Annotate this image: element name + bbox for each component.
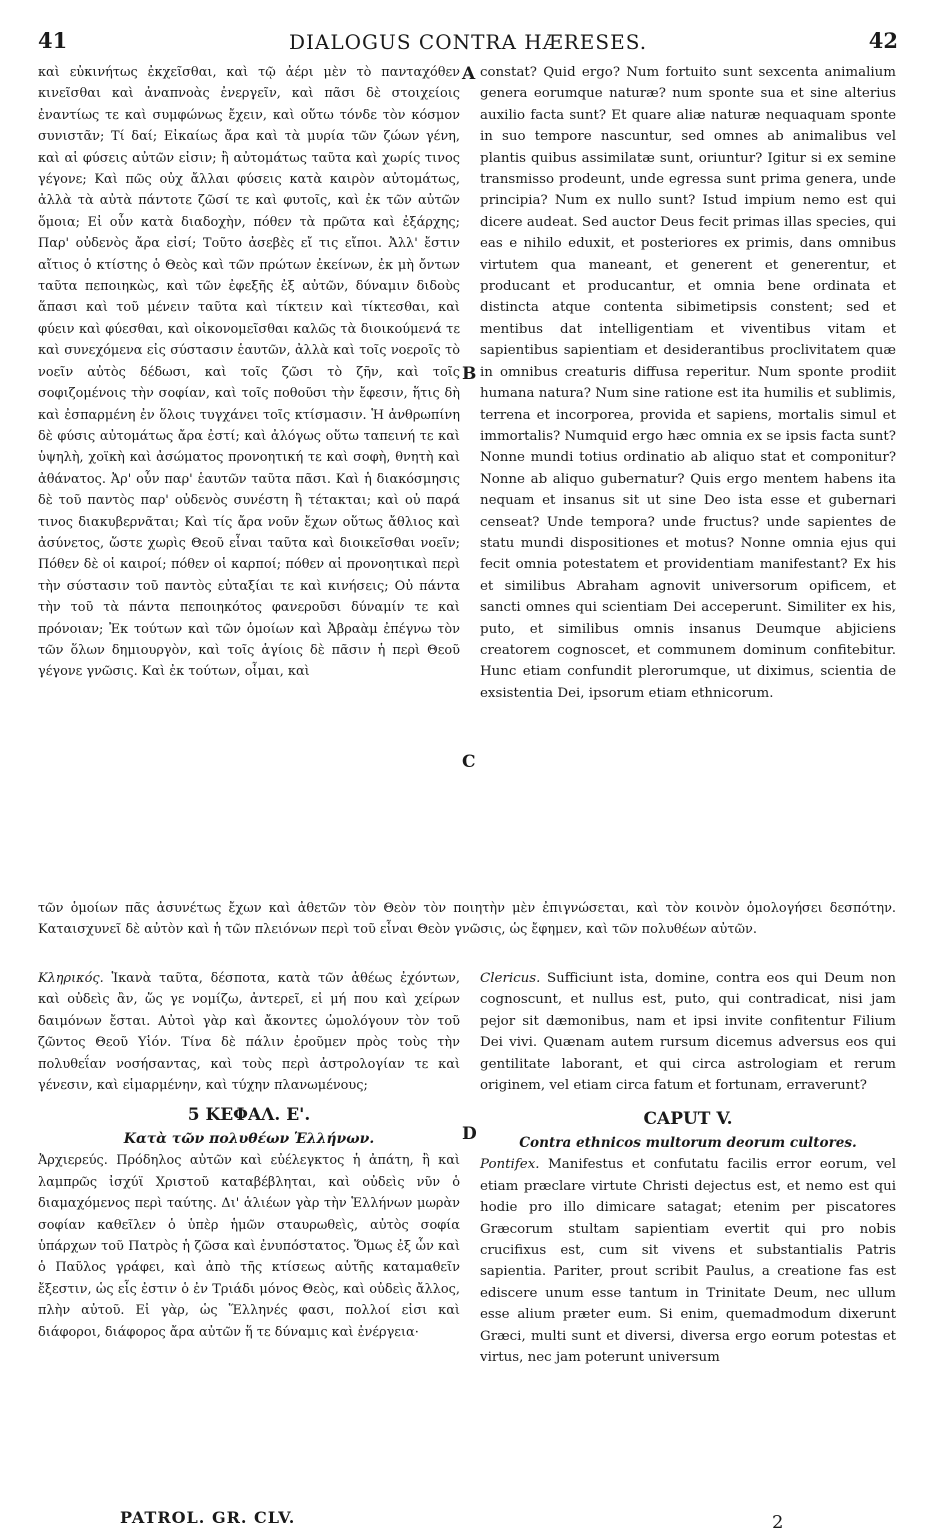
running-header: [30, 28, 906, 56]
greek-pontiff-text: Πρόδηλος αὐτῶν καὶ εὐέλεγκτος ἡ ἀπάτη, ἢ καὶ λαμπρῶς ἰσχύϊ Χριστοῦ καταβέβληται, καὶ οὐδεὶς νῦν ὁ διαμαχόμενος περὶ ταύτης. Δι' ἁλιέων γὰρ τὴν Ἑλλήνων μωρὰν σοφίαν καθεῖλεν ὁ ὑπὲρ ἡμῶν σταυρωθεὶς, αὐτὸς σοφία ὑπάρχων τοῦ Πατρὸς ἡ ζῶσα καὶ ἐνυπόστατος. Ὅμως ἐξ ὧν καὶ ὁ Παῦλος γράφει, καὶ ἀπὸ τῆς κτίσεως αὐτῆς καταμαθεῖν ἔξεστιν, ὡς εἷς ἐστιν ὁ ἐν Τριάδι μόνος Θεὸς, καὶ οὐδεὶς ἄλλος, πλὴν αὐτοῦ. Εἰ γὰρ, ὡς Ἕλληνές φασι, πολλοί εἰσι καὶ διάφοροι, διάφορος ἄρα αὐτῶν ἥ τε δύναμις καὶ ἐνέργεια·: [38, 1153, 460, 1340]
running-title: DIALOGUS CONTRA HÆRESES.: [288, 30, 648, 54]
signature-mark: 2: [772, 1512, 784, 1533]
page-number-right: 42: [868, 28, 898, 53]
greek-pontiff-paragraph: [38, 1150, 460, 1343]
greek-column-top: [38, 62, 460, 683]
greek-fullwidth-text: τῶν ὁμοίων πᾶς ἀσυνέτως ἔχων καὶ ἀθετῶν τὸν Θεὸν τὸν ποιητὴν μὲν ἐπιγνώσεται, καὶ τὸν κοινὸν ὁμολογήσει δεσπότην. Καταισχυνεῖ δὲ αὐτὸν καὶ ἡ τῶν πλειόνων περὶ τοῦ εἶναι Θεὸν γνῶσις, ὡς ἔφημεν, καὶ τῶν πολυθέων αὐτῶν.: [38, 901, 896, 938]
greek-cleric-speaker: Κληρικός.: [38, 971, 104, 986]
greek-pontiff-speaker: Ἀρχιερεύς.: [38, 1153, 108, 1169]
latin-pontiff-paragraph: [480, 1154, 896, 1368]
greek-chapter-heading: 5 ΚΕΦΑΛ. Ε'.: [187, 1105, 311, 1126]
margin-letter-d: D: [462, 1124, 477, 1144]
greek-chapter-title: Κατὰ τῶν πολυθέων Ἑλλήνων.: [123, 1131, 375, 1148]
latin-cleric-paragraph: [480, 968, 896, 1096]
latin-column-bottom: [480, 968, 896, 1369]
greek-column-bottom: [38, 968, 460, 1343]
greek-paragraph-top: καὶ εὐκινήτως ἐκχεῖσθαι, καὶ τῷ ἀέρι μὲν τὸ πανταχόθεν κινεῖσθαι καὶ ἀναπνοὰς ἐνεργεῖν, καὶ πᾶσι δὲ στοιχείοις ἐναντίως τε καὶ συμφώνως ἔχειν, καὶ οὕτω τόνδε τὸν κόσμον συνιστᾶν; Τί δαί; Εἰκαίως ἄρα καὶ τὰ μυρία τῶν ζώων γένη, καὶ αἱ φύσεις αὐτῶν εἰσιν; ἢ αὐτομάτως ταῦτα καὶ χωρίς τινος γέγονε; Καὶ πῶς οὐχ ἄλλαι φύσεις κατὰ καιρὸν αὐτομάτως, ἀλλὰ τὰ αὐτὰ πάντοτε ζῶσί τε καὶ φυτοῖς, καὶ ἐκ τῶν αὐτῶν ὅμοια; Εἰ οὖν κατὰ διαδοχὴν, πόθεν τὰ πρῶτα καὶ ἐξάρχης; Παρ' οὐδενὸς ἄρα εἰσί; Τοῦτο ἀσεβὲς εἴ τις εἴποι. Ἀλλ' ἔστιν αἴτιος ὁ κτίστης ὁ Θεὸς καὶ τῶν πρώτων ἐκείνων, ἐκ μὴ ὄντων ταῦτα πεποιηκὼς, καὶ τῶν ἐφεξῆς ἐξ αὐτῶν, δύναμιν διδοὺς ἅπασι καὶ τοῦ μένειν ταῦτα καὶ τίκτειν καὶ τίκτεσθαι, καὶ φύειν καὶ φύεσθαι, καὶ οἰκονομεῖσθαι καλῶς τὰ διοικούμενά τε καὶ συνεχόμενα εἰς σύστασιν ἑαυτῶν, ἀλλὰ καὶ τοῖς νοεροῖς τὸ νοεῖν αὐτὸς δέδωσι, καὶ τοῖς ζῶσι τὸ ζῆν, καὶ τοῖς σοφιζομένοις τὴν σοφίαν, καὶ τοῖς ποθοῦσι τὴν ἔφεσιν, ἥτις δὴ καὶ ἐσπαρμένη ἐν ὅλοις τυγχάνει τοῖς κτίσμασιν. Ἡ ἀνθρωπίνη δὲ φύσις αὐτομάτως ἄρα ἐστί; καὶ ἀλόγως οὕτω ταπεινή τε καὶ ὑψηλὴ, χοϊκὴ καὶ ἀσώματος προνοητική τε καὶ σοφὴ, θνητὴ καὶ ἀθάνατος. Ἀρ' οὖν παρ' ἑαυτῶν ταῦτα πᾶσι. Καὶ ἡ διακόσμησις δὲ τοῦ παντὸς παρ' οὐδενὸς συνέστη ἢ τέτακται; καὶ οὐ παρά τινος διακυβερνᾶται; Καὶ τίς ἄρα νοῦν ἔχων οὕτως ἄθλιος καὶ ἀσύνετος, ὥστε χωρὶς Θεοῦ εἶναι ταῦτα καὶ διοικεῖσθαι νοεῖν; Πόθεν δὲ οἱ καιροί; πόθεν οἱ καρποί; πόθεν αἱ προνοητικαὶ περὶ τὴν σύστασιν τοῦ παντὸς εὐταξίαι τε καὶ κινήσεις; Οὐ πάντα τὴν τοῦ τὰ πάντα πεποιηκότος φανεροῦσι δύναμίν τε καὶ πρόνοιαν; Ἐκ τούτων καὶ τῶν ὁμοίων καὶ Ἀβραὰμ ἐπέγνω τὸν τῶν ὅλων δημιουργὸν, καὶ τοῖς ἁγίοις δὲ πᾶσιν ἡ περὶ Θεοῦ γέγονε γνῶσις. Καὶ ἐκ τούτων, οἶμαι, καὶ: [38, 65, 460, 680]
latin-pontiff-text: Manifestus et confutatu facilis error eorum, vel etiam præclare virtute Christi dejectus est, et nemo est qui hodie pro illo dimicare satagat; etenim per piscatores Græcorum stultam sapientiam evertit qui pro nobis crucifixus est, cum sit vivens et substantialis Patris sapientia. Pariter, prout scribit Paulus, a creatione fas est ediscere unum esse tantum in Trinitate Deum, nec ullum esse alium præter eum. Si enim, quemadmodum dixerunt Græci, multi sunt et diversi, diversa ergo eorum potestas et virtus, nec jam poterunt universum: [480, 1157, 896, 1366]
latin-column-top: [480, 62, 896, 704]
greek-cleric-text: Ἱκανὰ ταῦτα, δέσποτα, κατὰ τῶν ἀθέως ἐχόντων, καὶ οὐδεὶς ἂν, ὥς γε νομίζω, ἀντερεῖ, εἰ μή που καὶ χείρων δαιμόνων ἔσται. Αὐτοὶ γὰρ καὶ ἄκοντες ὡμολόγουν τὸν τοῦ ζῶντος Θεοῦ Υἱόν. Τίνα δὲ πάλιν ἐροῦμεν πρὸς τοὺς τὴν πολυθεΐαν νοσήσαντας, καὶ τοὺς περὶ ἀστρολογίαν τε καὶ γένεσιν, καὶ εἱμαρμένην, καὶ τύχην πλανωμένους;: [38, 971, 460, 1094]
latin-cleric-text: Sufficiunt ista, domine, contra eos qui Deum non cognoscunt, et nullus est, puto, qui contradicat, nisi jam pejor sit dæmonibus, nam et ipsi invite confitentur Filium Dei vivi. Quænam autem rursum dicemus adversus eos qui gentilitate laborant, et qui circa astrologiam et rerum originem, vel etiam circa fatum et fortunam, erraverunt?: [480, 971, 896, 1094]
page-number-left: 41: [38, 28, 68, 53]
margin-letter-c: C: [462, 752, 476, 772]
latin-pontiff-speaker: Pontifex.: [480, 1157, 540, 1173]
footer-source: PATROL. GR. CLV.: [120, 1508, 296, 1527]
latin-chapter-title: Contra ethnicos multorum deorum cultores.: [519, 1135, 857, 1152]
greek-cleric-paragraph: [38, 968, 460, 1096]
latin-cleric-speaker: Clericus.: [480, 971, 541, 986]
latin-chapter-heading: CAPUT V.: [643, 1109, 733, 1130]
latin-paragraph-top: constat? Quid ergo? Num fortuito sunt sexcenta animalium genera eorumque naturæ? num sponte sua et sine alterius auxilio facta sunt? Et quare aliæ naturæ nequaquam sponte in suo tempore nascuntur, sed omnes ab animalibus vel plantis quibus assimilatæ sunt, oriuntur? Igitur si ex semine transmisso prodeunt, unde egressa sunt prima genera, unde principia? Num ex nullo sunt? Istud impium nemo est qui dicere audeat. Sed auctor Deus fecit primas illas species, qui eas e nihilo eduxit, et posteriores ex primis, dans omnibus virtutem qua maneant, et generent et generentur, et producant et producantur, et omnia bene ordinata et distincta atque contenta sibimetipsis constent; sed et mentibus dat intelligentiam et viventibus vitam et sapientibus sapientiam et desiderantibus proclivitatem quæ in omnibus creaturis diffusa reperitur. Num sponte prodiit humana natura? Num sine ratione est ita humilis et sublimis, terrena et incorporea, provida et sapiens, mortalis simul et immortalis? Numquid ergo hæc omnia ex se ipsis facta sunt? Nonne mundi totius ordinatio ab aliquo stat et componitur? Nonne ab aliquo gubernatur? Quis ergo mentem habens ita nequam et insanus sit ut sine Deo ista esse et gubernari censeat? Unde tempora? unde fructus? unde sapientes de statu mundi dispositiones et motus? Nonne omnia ejus qui fecit omnia potestatem et providentiam manifestant? Ex his et similibus Abraham agnovit universorum opificem, et sancti omnes qui scientiam Dei acceperunt. Similiter ex his, puto, et similibus omnis insanus Deumque abjiciens creatorem cognoscet, et communem dominum confitebitur. Hunc etiam confundit plerorumque, ut diximus, scientia de exsistentia Dei, ipsorum etiam ethnicorum.: [480, 65, 896, 701]
greek-fullwidth-continuation: [38, 898, 896, 941]
margin-letter-b: B: [462, 364, 477, 384]
margin-letter-a: A: [462, 64, 476, 84]
